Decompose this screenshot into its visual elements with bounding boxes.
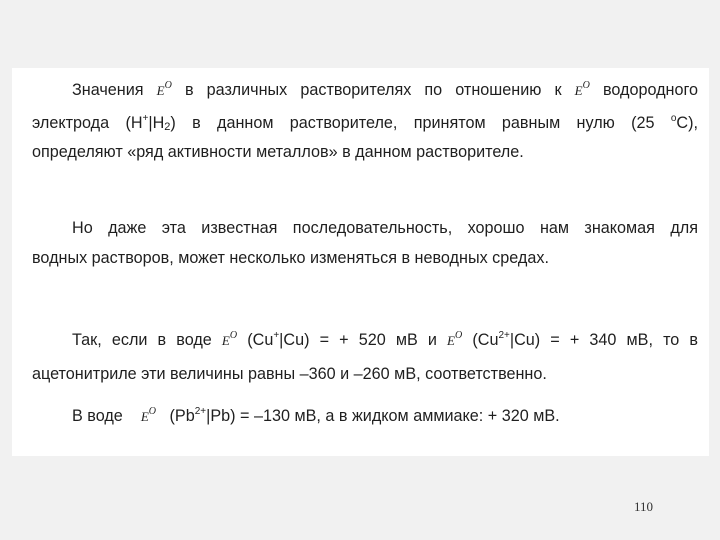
p1-line-3: определяют «ряд активности металлов» в данном растворителе. xyxy=(32,143,524,161)
page-number: 110 xyxy=(634,499,654,514)
p3-line-1: Так, если в воде $E^O$ (Cu+|Cu) = + 520 мВ и $E^O$ $(Cu^{2+}|Cu)$ = + 340 мВ, то в xyxy=(72,330,699,349)
e-zero-symbol: $E^O$ xyxy=(140,406,156,424)
e-zero-symbol: $E^O$ xyxy=(447,330,463,348)
p2-line-2: водных растворов, может несколько изменяться в неводных средах. xyxy=(32,249,549,267)
slide-content-panel xyxy=(12,68,709,456)
p1-line-2: электрода $(H^+|H_2)$ в данном растворителе, принятом равным нулю (25 $^o$C), xyxy=(32,113,698,133)
e-zero-symbol: $E^O$ xyxy=(574,80,590,98)
p1-text-hydrogen: водородного xyxy=(602,81,699,99)
p3-line-2: ацетонитриле эти величины равны –360 и –260 мВ, соответственно. xyxy=(32,365,547,383)
e-zero-symbol: $E^O$ xyxy=(156,80,172,98)
p2-line-1: Но даже эта известная последовательность, хорошо нам знакомая для xyxy=(72,219,698,237)
e-zero-symbol: $E^O$ xyxy=(221,330,238,348)
p1-text-values: Значения xyxy=(72,81,144,99)
p1-text-solvents: в различных растворителях по отношению к xyxy=(184,81,562,99)
p4-line-1: В воде $E^O$ $(Pb^{2+}|Pb) = -130$ мВ, а в жидком аммиаке: + 320 мВ. xyxy=(72,406,560,425)
p1-line-1 xyxy=(72,80,698,101)
